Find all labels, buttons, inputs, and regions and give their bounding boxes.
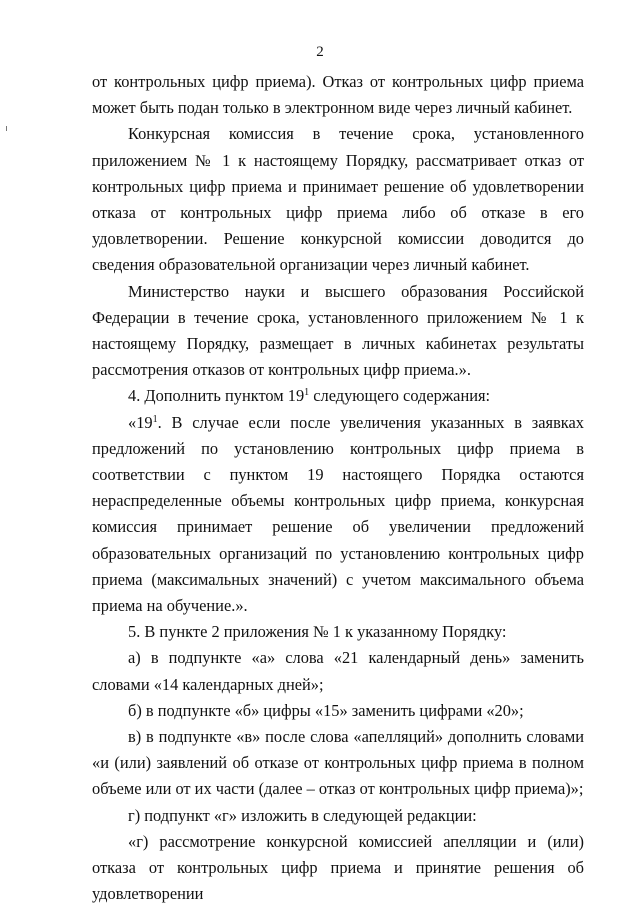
superscript: 1 <box>304 387 310 399</box>
superscript: 1 <box>152 413 158 425</box>
paragraph-continuation: от контрольных цифр приема). Отказ от контрольных цифр приема может быть подан только в электронном виде через личный кабинет. <box>92 72 584 118</box>
paragraph-item-19-1 <box>92 410 584 620</box>
scan-edge-mark <box>6 126 7 131</box>
paragraph-subitem-a: а) в подпункте «а» слова «21 календарный день» заменить словами «14 календарных дней»; <box>92 648 584 694</box>
item-19-1-number: «19 <box>128 412 153 432</box>
paragraph-subitem-b: б) в подпункте «б» цифры «15» заменить цифрами «20»; <box>128 700 524 720</box>
item-4-text: 4. Дополнить пунктом 19 <box>128 386 305 406</box>
paragraph-subitem-g-text: «г) рассмотрение конкурсной комиссией апелляции и (или) отказа от контрольных цифр приема и принятие решения об удовлетворении <box>92 831 584 904</box>
page-number: 2 <box>316 44 324 60</box>
item-4-text-tail: следующего содержания: <box>309 386 491 406</box>
paragraph-subitem-v: в) в подпункте «в» после слова «апелляций» дополнить словами «и (или) заявлений об отказе от контрольных цифр приема в полном объеме или от их части (далее – отказ от контрольных цифр приема)»; <box>92 727 584 799</box>
document-body <box>92 69 584 908</box>
paragraph-item-5: 5. В пункте 2 приложения № 1 к указанному Порядку: <box>128 622 507 642</box>
paragraph-competition-commission: Конкурсная комиссия в течение срока, установленного приложением № 1 к настоящему Порядку, рассматривает отказ от контрольных цифр приема и принимает решение об удовлетворении отказа от контрольных цифр приема либо об отказе в его удовлетворении. Решение конкурсной комиссии доводится до сведения образовательной организации через личный кабинет. <box>92 124 584 275</box>
paragraph-ministry: Министерство науки и высшего образования Российской Федерации в течение срока, установленного приложением № 1 к настоящему Порядку, размещает в личных кабинетах результаты рассмотрения отказов от контрольных цифр приема.». <box>92 281 584 380</box>
item-19-1-text: . В случае если после увеличения указанных в заявках предложений по установлению контрольных цифр приема в соответствии с пунктом 19 настоящего Порядка остаются нераспределенные объемы контрольных цифр приема, конкурсная комиссия принимает решение об увеличении предложений образовательных организаций по установлению контрольных цифр приема (максимальных значений) с учетом максимального объема приема на обучение.». <box>92 412 584 616</box>
paragraph-subitem-g: г) подпункт «г» изложить в следующей редакции: <box>128 805 477 825</box>
paragraph-item-4 <box>92 383 584 409</box>
